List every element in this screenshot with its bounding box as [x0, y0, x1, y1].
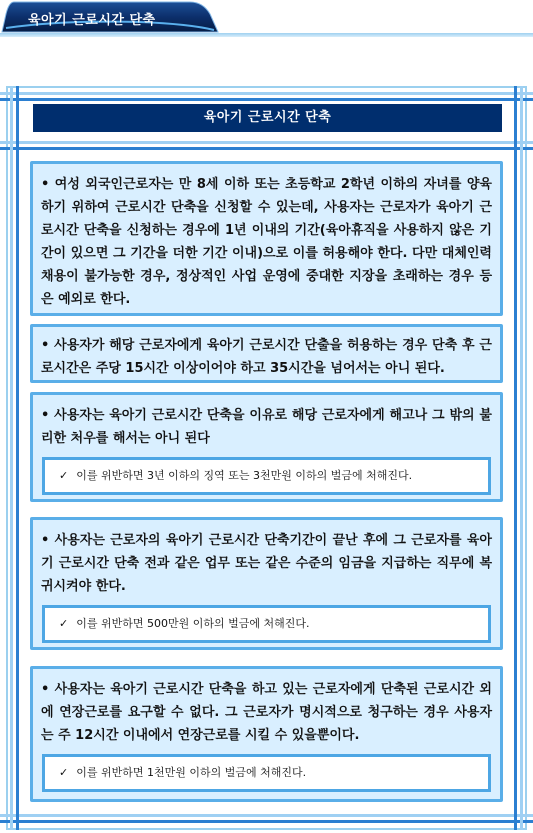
rail-left-1	[10, 86, 13, 830]
rail-top-1	[0, 92, 533, 95]
item-panel-5	[30, 666, 503, 802]
item-note-3	[42, 457, 491, 495]
rail-bottom-2	[0, 820, 533, 823]
item-text-1: • 여성 외국인근로자는 만 8세 이하 또는 초등학교 2학년 이하의 자녀를 양육하기 위하여 근로시간 단축을 신청할 수 있는데, 사용자는 근로자가 육아기 근로시간 단축을 신청하는 경우에 1년 이내의 기간(육아휴직을 사용하지 않은 기간이 있으면 그 기간을 더한 기간 이내)으로 이를 허용해야 한다. 다만 대체인력 채용이 불가능한 경우, 정상적인 사업 운영에 중대한 지장을 초래하는 경우 등은 예외로 한다.	[41, 177, 492, 307]
check-icon: ✓	[59, 617, 69, 630]
rail-mid-1	[0, 141, 533, 144]
item-note-text-4: 이를 위반하면 500만원 이하의 벌금에 처해진다.	[76, 617, 310, 630]
item-text-5: • 사용자는 육아기 근로시간 단축을 하고 있는 근로자에게 단축된 근로시간 외에 연장근로를 요구할 수 없다. 그 근로자가 명시적으로 청구하는 경우 사용자는 주 12시간 이내에서 연장근로를 시킬 수 있을뿐이다.	[41, 682, 492, 743]
item-text-4: • 사용자는 근로자의 육아기 근로시간 단축기간이 끝난 후에 그 근로자를 육아기 근로시간 단축 전과 같은 업무 또는 같은 수준의 임금을 지급하는 직무에 복귀시켜야 한다.	[41, 533, 492, 594]
rail-bottom-1	[0, 814, 533, 817]
item-panel-2	[30, 324, 503, 383]
item-note-text-5: 이를 위반하면 1천만원 이하의 벌금에 처해진다.	[76, 766, 307, 779]
rail-mid-2	[0, 147, 533, 150]
item-text-3: • 사용자는 육아기 근로시간 단축을 이유로 해당 근로자에게 해고나 그 밖의 불리한 처우를 해서는 아니 된다	[41, 408, 492, 446]
item-panel-1	[30, 161, 503, 316]
item-text-2: • 사용자가 해당 근로자에게 육아기 근로시간 단출을 허용하는 경우 단축 후 근로시간은 주당 15시간 이상이어야 하고 35시간을 넘어서는 아니 된다.	[41, 338, 492, 376]
item-note-5	[42, 754, 491, 792]
rail-top-2	[0, 98, 533, 101]
check-icon: ✓	[59, 469, 69, 482]
item-panel-4	[30, 517, 503, 650]
header-divider	[0, 33, 533, 37]
header-tab-title: 육아기 근로시간 단축	[28, 13, 156, 28]
rail-right-1	[520, 86, 523, 830]
item-note-4	[42, 605, 491, 643]
rail-right-2	[514, 86, 517, 830]
check-icon: ✓	[59, 766, 69, 779]
section-title: 육아기 근로시간 단축	[33, 104, 502, 132]
item-note-text-3: 이를 위반하면 3년 이하의 징역 또는 3천만원 이하의 벌금에 처해진다.	[76, 469, 413, 482]
rail-left-2	[16, 86, 19, 830]
header-tab	[0, 0, 222, 34]
item-panel-3	[30, 392, 503, 502]
